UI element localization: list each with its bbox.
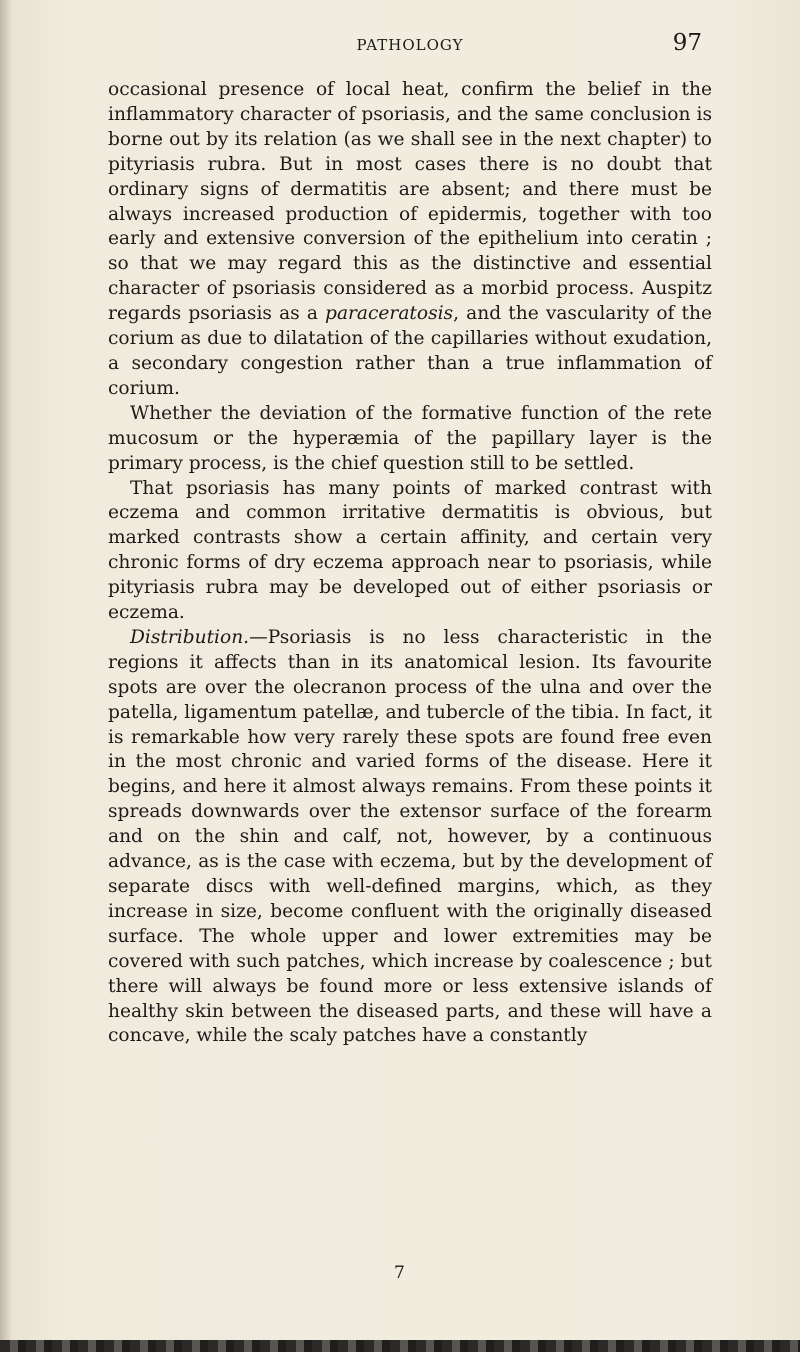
page-edge-shadow (0, 0, 12, 1352)
paragraph-1-text: occasional presence of local heat, confirm the belief in the inflammatory character of psoriasis, and the same conclusion is borne out by its relation (as we shall see in the next chapter) to pityriasis rubra. But in most cases there is no doubt that ordinary signs of dermatitis are absent; and there must be always increased production of epidermis, together with too early and extensive conversion of the epithelium into ceratin ; so that we may regard this as the distinctive and essential character of psoriasis considered as a morbid process. Auspitz regards psoriasis as a (108, 79, 712, 325)
paragraph-4 (108, 626, 712, 1049)
paragraph-1-text-continued: , and the vascularity of the corium as due to dilatation of the capillaries without exudation, a secondary congestion rather than a true inflammation of corium. (108, 303, 712, 399)
term-paraceratosis: paraceratosis (325, 303, 454, 325)
section-heading-distribution: Distribution. (130, 626, 250, 648)
paragraph-4-text: —Psoriasis is no less characteristic in the regions it affects than in its anatomical lesion. Its favourite spots are over the olecranon process of the ulna and over the patella, ligamentum patellæ, and tubercle of the tibia. In fact, it is remarkable how very rarely these spots are found free even in the most chronic and varied forms of the disease. Here it begins, and here it almost always remains. From these points it spreads downwards over the extensor surface of the forearm and on the shin and calf, not, however, by a continuous advance, as is the case with eczema, but by the development of separate discs with well-defined margins, which, as they increase in size, become confluent with the originally diseased surface. The whole upper and lower extremities may be covered with such patches, which increase by coalescence ; but there will always be found more or less extensive islands of healthy skin between the diseased parts, and these will have a concave, while the scaly patches have a constantly (108, 626, 712, 1047)
paragraph-1 (108, 78, 712, 402)
page-number: 97 (672, 30, 702, 56)
page-header (110, 30, 710, 60)
signature-mark: 7 (394, 1263, 405, 1283)
scan-bottom-edge (0, 1340, 800, 1352)
paragraph-3: That psoriasis has many points of marked contrast with eczema and common irritative dermatitis is obvious, but marked contrasts show a certain affinity, and certain very chronic forms of dry eczema approach near to psoriasis, while pityriasis rubra may be developed out of either psoriasis or eczema. (108, 477, 712, 624)
body-text (108, 78, 712, 1049)
paragraph-2: Whether the deviation of the formative function of the rete mucosum or the hyperæmia of the papillary layer is the primary process, is the chief question still to be settled. (108, 402, 712, 474)
running-head: PATHOLOGY (356, 36, 464, 54)
